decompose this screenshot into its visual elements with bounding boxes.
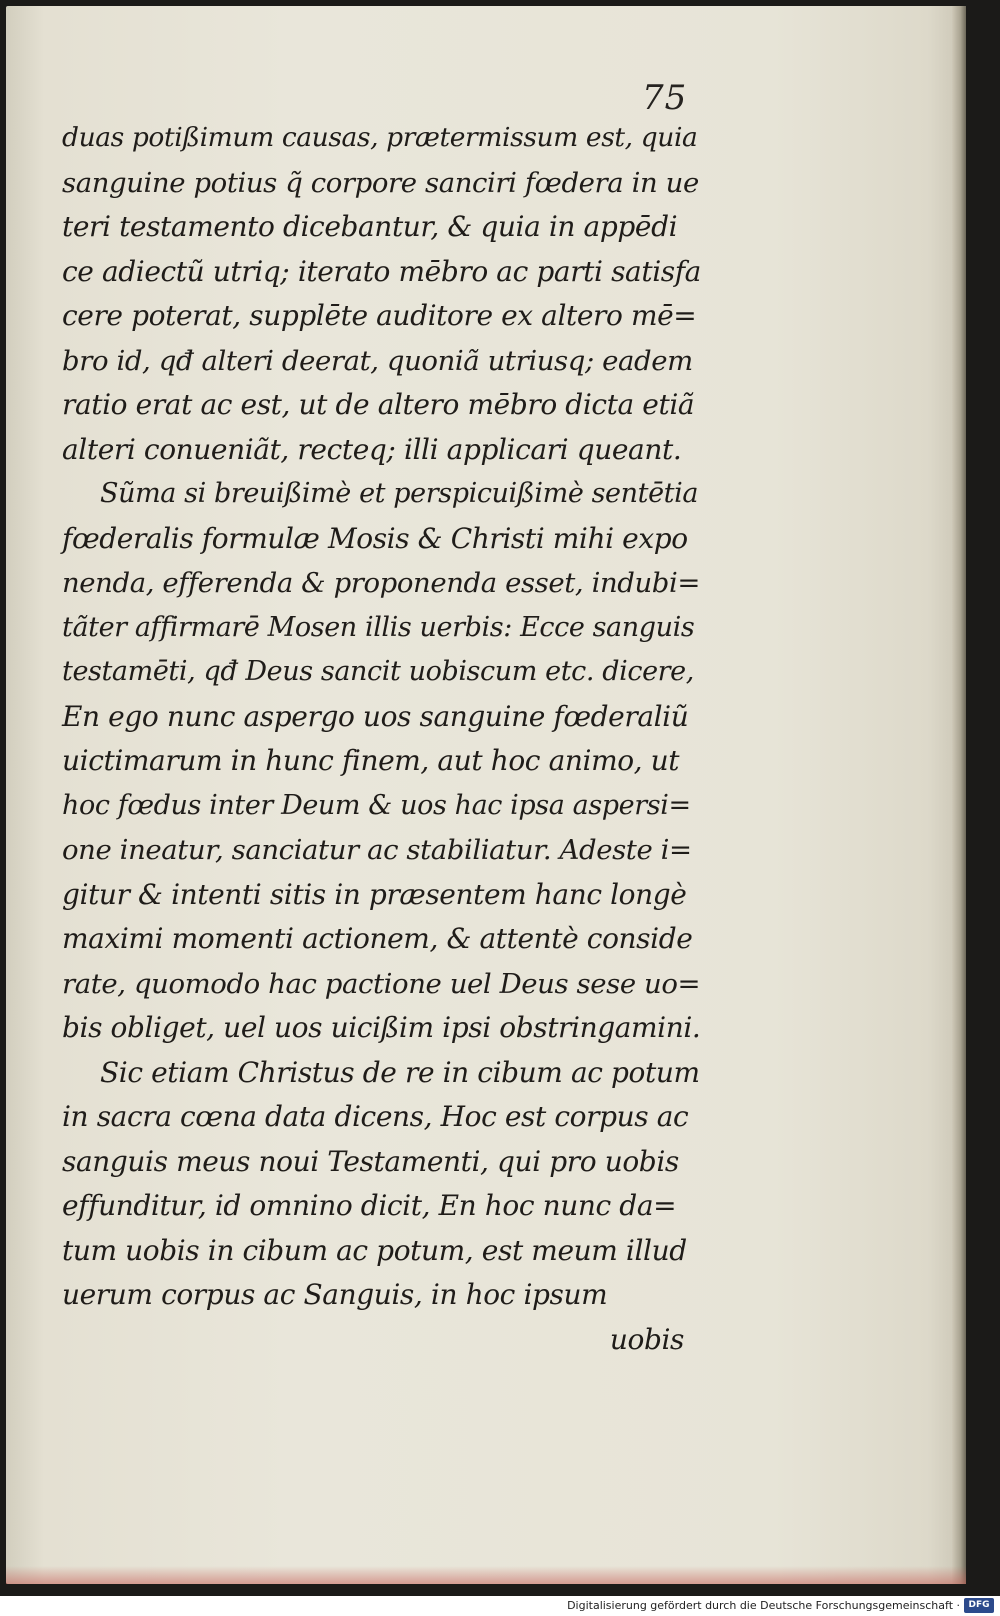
text-line: tãter affirmarē Mosen illis uerbis: Ecce sanguis (62, 611, 695, 643)
text-line: in sacra cœna data dicens, Hoc est corpus ac (62, 1100, 689, 1133)
text-line: bro id, qđ alteri deerat, quoniã utriusq; eadem (62, 344, 693, 377)
text-line: Sic etiam Christus de re in cibum ac potum (100, 1055, 700, 1089)
dfg-logo-icon: DFG (964, 1598, 994, 1613)
text-line: sanguine potius q̃ corpore sanciri fœdera in ue (62, 166, 699, 199)
text-line: uerum corpus ac Sanguis, in hoc ipsum (62, 1278, 608, 1311)
text-line: cere poterat, supplēte auditore ex altero mē= (62, 299, 697, 332)
text-line: gitur & intenti sitis in præsentem hanc longè (62, 877, 687, 911)
text-line: fœderalis formulæ Mosis & Christi mihi expo (62, 521, 688, 555)
digitization-credit: Digitalisierung gefördert durch die Deutsche Forschungsgemeinschaft · (567, 1599, 960, 1612)
text-line: testamēti, qđ Deus sancit uobiscum etc. dicere, (62, 656, 694, 687)
text-line: bis obliget, uel uos uicißim ipsi obstringamini. (62, 1011, 701, 1044)
text-line: uictimarum in hunc finem, aut hoc animo, ut (62, 744, 680, 777)
text-line: hoc fœdus inter Deum & uos hac ipsa aspersi= (62, 789, 691, 821)
text-line: alteri conueniãt, recteq; illi applicari queant. (62, 432, 682, 466)
text-line: sanguis meus noui Testamenti, qui pro uobis (62, 1144, 679, 1178)
text-line: teri testamento dicebantur, & quia in appēdi (62, 210, 678, 243)
text-line: maximi momenti actionem, & attentè conside (62, 922, 693, 955)
text-line: rate, quomodo hac pactione uel Deus sese uo= (62, 967, 701, 1000)
text-line: tum uobis in cibum ac potum, est meum illud (62, 1233, 687, 1267)
text-line: nenda, efferenda & proponenda esset, indubi= (62, 567, 701, 599)
text-line: En ego nunc aspergo uos sanguine fœderaliũ (62, 699, 689, 733)
catchword: uobis (609, 1322, 684, 1356)
text-line: one ineatur, sanciatur ac stabiliatur. Adeste i= (62, 834, 692, 866)
page-body-text (62, 116, 702, 1362)
footer-bar (0, 1596, 1000, 1616)
page-bottom-edge (6, 1566, 966, 1584)
page-edge-shadow (952, 6, 966, 1584)
page-number: 75 (642, 78, 688, 118)
text-line: Sũma si breuißimè et perspicuißimè sentētia (100, 478, 699, 509)
text-line: ce adiectũ utriq; iterato mēbro ac parti satisfa (62, 254, 701, 288)
text-line: duas potißimum causas, prætermissum est, quia (62, 122, 698, 153)
text-line: effunditur, id omnino dicit, En hoc nunc da= (62, 1189, 677, 1222)
text-line: ratio erat ac est, ut de altero mēbro dicta etiã (62, 388, 695, 421)
